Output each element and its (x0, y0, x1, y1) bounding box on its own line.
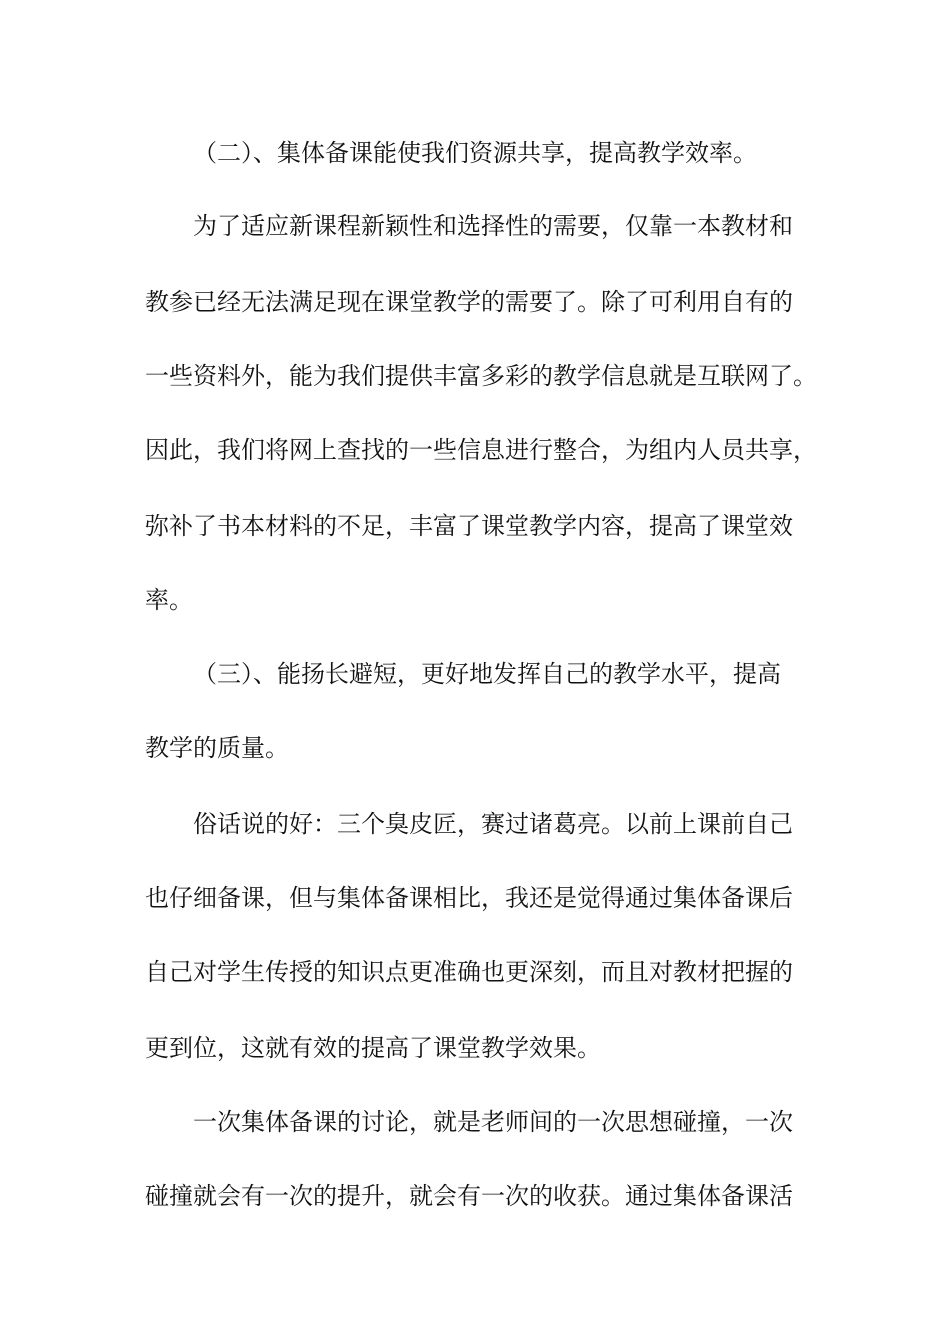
section-heading-2: （二）、集体备课能使我们资源共享，提高教学效率。 (193, 139, 757, 167)
paragraph-line: 教参已经无法满足现在课堂教学的需要了。除了可利用自有的 (145, 288, 793, 316)
paragraph-line: 因此，我们将网上查找的一些信息进行整合，为组内人员共享， (145, 436, 817, 464)
paragraph-line: 俗话说的好：三个臭皮匠，赛过诸葛亮。以前上课前自己 (193, 810, 793, 838)
paragraph-line: 更到位，这就有效的提高了课堂教学效果。 (145, 1034, 601, 1062)
paragraph-line: 为了适应新课程新颖性和选择性的需要，仅靠一本教材和 (193, 212, 793, 240)
section-heading-3: （三）、能扬长避短，更好地发挥自己的教学水平，提高 (193, 660, 781, 688)
paragraph-line: 一次集体备课的讨论，就是老师间的一次思想碰撞，一次 (193, 1108, 793, 1136)
section-heading-3-continuation: 教学的质量。 (145, 734, 289, 762)
paragraph-line: 率。 (145, 586, 193, 614)
paragraph-line: 自己对学生传授的知识点更准确也更深刻，而且对教材把握的 (145, 958, 793, 986)
paragraph-line: 碰撞就会有一次的提升，就会有一次的收获。通过集体备课活 (145, 1182, 793, 1210)
paragraph-line: 也仔细备课，但与集体备课相比，我还是觉得通过集体备课后 (145, 884, 793, 912)
paragraph-line: 弥补了书本材料的不足，丰富了课堂教学内容，提高了课堂效 (145, 512, 793, 540)
paragraph-line: 一些资料外，能为我们提供丰富多彩的教学信息就是互联网了。 (145, 362, 817, 390)
